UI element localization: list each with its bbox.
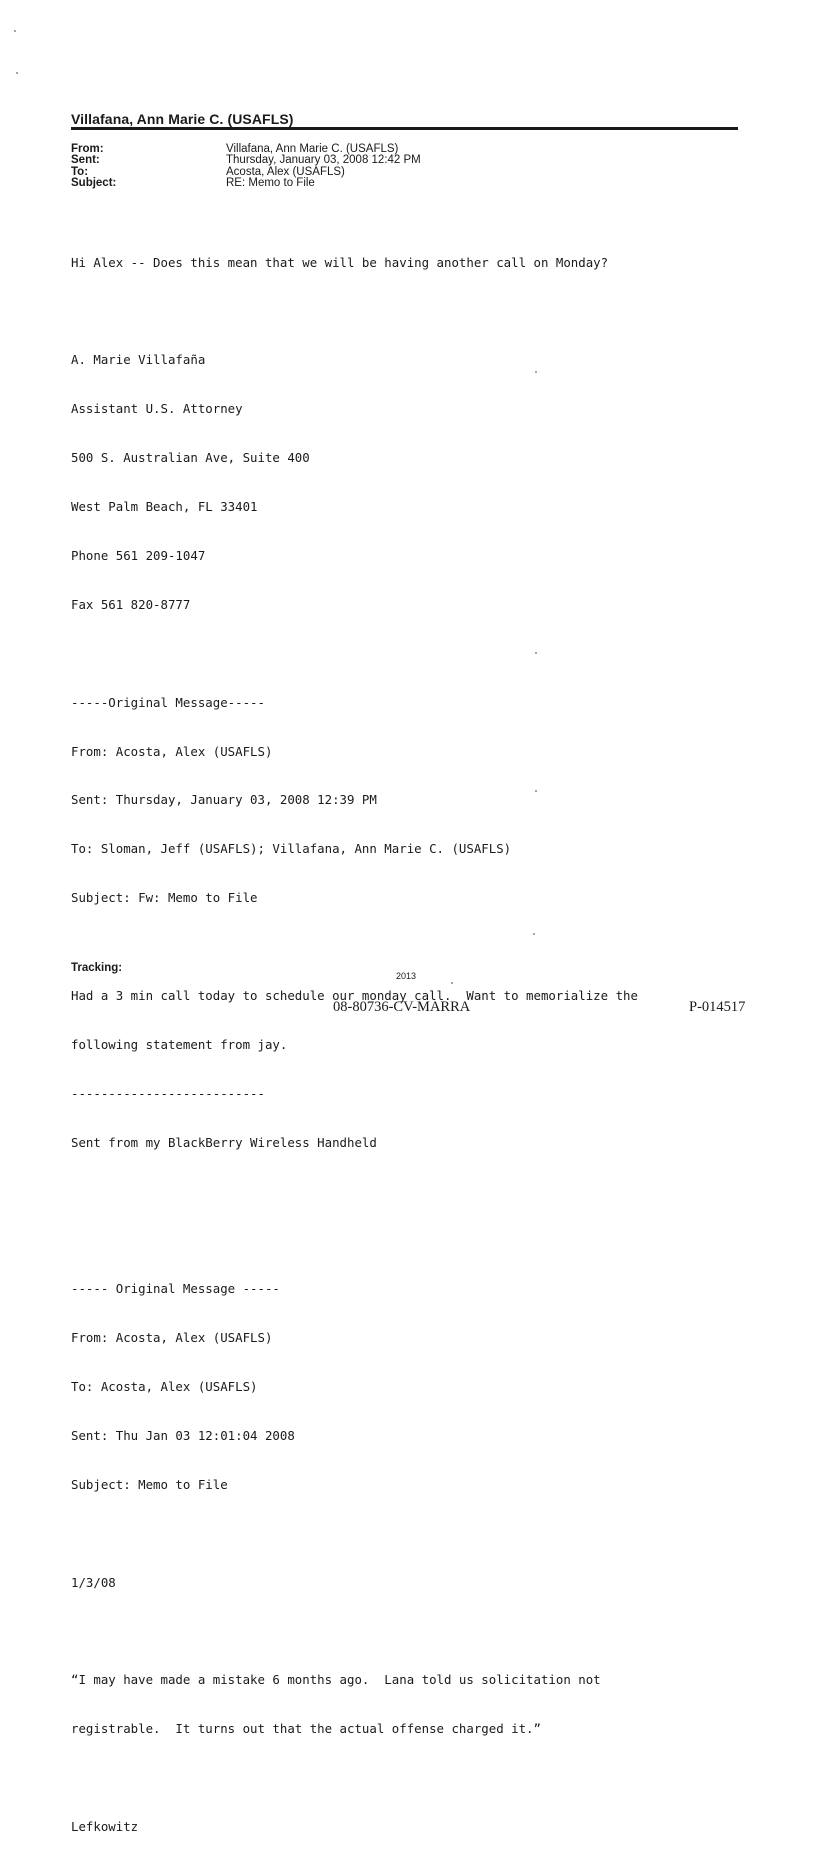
page-number: 2013 (396, 971, 417, 981)
original-to: To: Acosta, Alex (USAFLS) (71, 1379, 258, 1395)
scan-speck (16, 72, 18, 74)
tracking-label: Tracking: (71, 962, 123, 974)
email-header-fields (71, 144, 421, 189)
signature-line: 500 S. Australian Ave, Suite 400 (71, 450, 310, 466)
message-text-line: following statement from jay. (71, 1036, 288, 1052)
original-from: From: Acosta, Alex (USAFLS) (71, 743, 273, 759)
signature-line: West Palm Beach, FL 33401 (71, 499, 258, 515)
original-to: To: Sloman, Jeff (USAFLS); Villafana, Ann Marie C. (USAFLS) (71, 841, 512, 857)
scan-speck (14, 30, 16, 32)
header-label: From: (71, 143, 104, 155)
email-body (71, 222, 751, 1868)
header-rule (71, 127, 738, 130)
scan-speck (535, 371, 537, 373)
message-text-line: Had a 3 min call today to schedule our monday call. Want to memorialize the (71, 987, 638, 1003)
separator-line: -------------------------- (71, 1085, 265, 1101)
header-value: Thursday, January 03, 2008 12:42 PM (226, 154, 421, 167)
header-label: Subject: (71, 176, 117, 189)
scan-speck (535, 652, 537, 654)
scan-speck (535, 790, 537, 792)
original-message-heading: -----Original Message----- (71, 694, 265, 710)
header-row-subject (71, 178, 421, 189)
signature-line: Assistant U.S. Attorney (71, 401, 243, 417)
scan-speck (533, 933, 535, 935)
original-sent: Sent: Thursday, January 03, 2008 12:39 PM (71, 792, 377, 808)
original-from: From: Acosta, Alex (USAFLS) (71, 1330, 273, 1346)
memo-date: 1/3/08 (71, 1574, 116, 1590)
quote-attribution: Lefkowitz (71, 1819, 139, 1835)
header-value: Acosta, Alex (USAFLS) (226, 165, 345, 178)
header-label: To: (71, 165, 89, 178)
header-row-sent (71, 155, 421, 166)
case-number: 08-80736-CV-MARRA (333, 999, 471, 1015)
sender-name-heading: Villafana, Ann Marie C. (USAFLS) (71, 111, 294, 127)
scan-speck (451, 982, 453, 984)
header-value: RE: Memo to File (226, 176, 315, 189)
original-subject: Subject: Memo to File (71, 1476, 228, 1492)
quote-line: registrable. It turns out that the actual offense charged it.” (71, 1721, 541, 1737)
signature-line: Fax 561 820-8777 (71, 596, 191, 612)
signature-line: A. Marie Villafaña (71, 352, 206, 368)
header-label: Sent: (71, 154, 100, 167)
bates-number: P-014517 (689, 999, 746, 1015)
greeting-line: Hi Alex -- Does this mean that we will be having another call on Monday? (71, 254, 609, 270)
original-subject: Subject: Fw: Memo to File (71, 890, 258, 906)
original-message-heading: ----- Original Message ----- (71, 1281, 280, 1297)
original-sent: Sent: Thu Jan 03 12:01:04 2008 (71, 1427, 295, 1443)
signature-line: Phone 561 209-1047 (71, 547, 206, 563)
quote-line: “I may have made a mistake 6 months ago. Lana told us solicitation not (71, 1672, 601, 1688)
header-value: Villafana, Ann Marie C. (USAFLS) (226, 143, 399, 155)
blackberry-footer: Sent from my BlackBerry Wireless Handheld (71, 1134, 377, 1150)
